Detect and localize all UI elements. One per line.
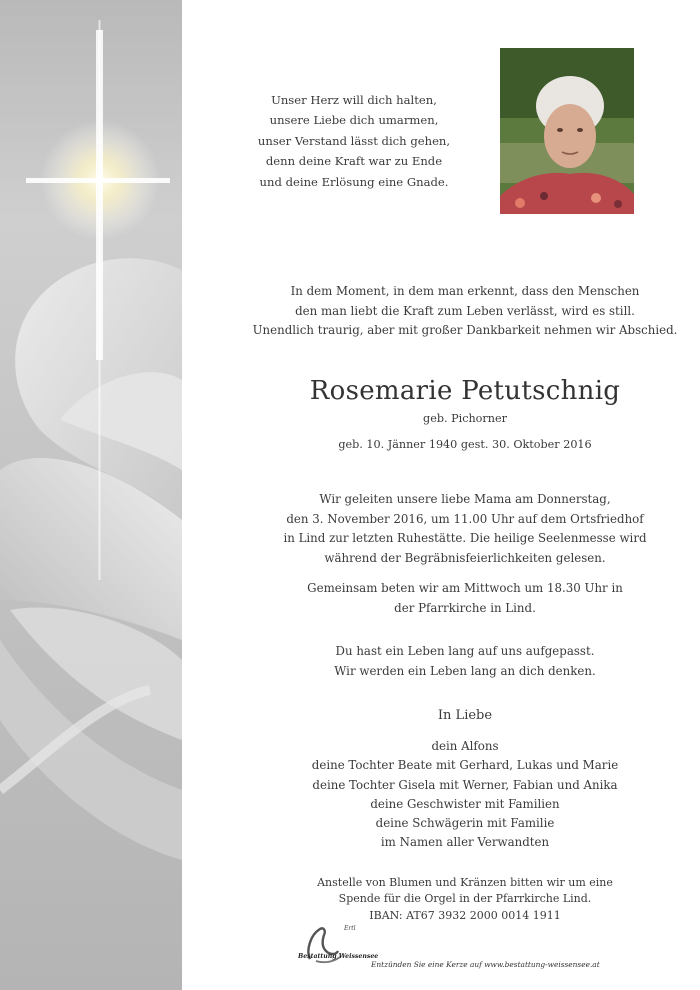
poem-line: und deine Erlösung eine Gnade. <box>259 174 449 189</box>
quote-line: Unendlich traurig, aber mit großer Dankbarkeit nehmen wir Abschied. <box>252 323 678 337</box>
cross-light-ray <box>99 20 101 580</box>
life-dates: geb. 10. Jänner 1940 gest. 30. Oktober 2016 <box>338 438 592 451</box>
prayer-line: Gemeinsam beten wir am Mittwoch um 18.30 Uhr in <box>307 581 623 595</box>
donation-note <box>230 875 700 924</box>
logo-brand-text: Bestattung Weissensee <box>298 953 379 960</box>
donation-iban: IBAN: AT67 3932 2000 0014 1911 <box>369 908 561 922</box>
quote-line: In dem Moment, in dem man erkennt, dass den Menschen <box>290 284 640 298</box>
mourner-line: deine Geschwister mit Familien <box>370 796 560 811</box>
farewell-quote <box>230 282 700 341</box>
verse-line: Wir werden ein Leben lang an dich denken. <box>334 664 596 678</box>
cross-horizontal-beam <box>26 178 170 183</box>
poem-line: denn deine Kraft war zu Ende <box>265 154 443 169</box>
funeral-line: Wir geleiten unsere liebe Mama am Donnerstag, <box>319 492 611 506</box>
funeral-details <box>230 490 700 568</box>
mourner-line: deine Schwägerin mit Familie <box>375 816 555 831</box>
portrait-photo <box>500 48 634 214</box>
portrait-illustration <box>500 48 634 214</box>
poem-line: unser Verstand lässt dich gehen, <box>257 133 451 148</box>
prayer-details <box>230 579 700 618</box>
cross-and-rose-illustration <box>0 0 182 990</box>
closing-verse <box>230 641 700 681</box>
undertaker-logo <box>296 923 379 967</box>
poem-line: Unser Herz will dich halten, <box>271 93 437 107</box>
logo-small-text: Ertl <box>344 925 356 932</box>
maiden-name: geb. Pichorner <box>423 412 507 425</box>
mourners-list <box>230 737 700 853</box>
poem <box>238 90 470 192</box>
footer <box>296 923 616 967</box>
poem-line: unsere Liebe dich umarmen, <box>269 113 439 128</box>
donation-line: Spende für die Orgel in der Pfarrkirche Lind. <box>338 892 592 906</box>
candle-link[interactable]: Entzünden Sie eine Kerze auf www.bestattung-weissensee.at <box>371 960 600 969</box>
in-love-heading: In Liebe <box>437 708 493 723</box>
mourner-line: dein Alfons <box>431 739 499 753</box>
donation-line: Anstelle von Blumen und Kränzen bitten wir um eine <box>317 876 613 889</box>
verse-line: Du hast ein Leben lang auf uns aufgepasst. <box>335 644 595 658</box>
funeral-line: während der Begräbnisfeierlichkeiten gelesen. <box>324 550 606 565</box>
deceased-name: Rosemarie Petutschnig <box>309 376 621 406</box>
quote-line: den man liebt die Kraft zum Leben verlässt, wird es still. <box>295 303 635 318</box>
hand-logo-icon <box>296 923 368 967</box>
funeral-line: den 3. November 2016, um 11.00 Uhr auf dem Ortsfriedhof <box>286 511 644 526</box>
mourner-line: im Namen aller Verwandten <box>380 835 550 850</box>
funeral-line: in Lind zur letzten Ruhestätte. Die heilige Seelenmesse wird <box>283 531 647 546</box>
prayer-line: der Pfarrkirche in Lind. <box>394 600 536 615</box>
mourner-line: deine Tochter Gisela mit Werner, Fabian und Anika <box>312 777 618 792</box>
mourner-line: deine Tochter Beate mit Gerhard, Lukas und Marie <box>311 758 619 773</box>
side-panel-image <box>0 0 182 990</box>
